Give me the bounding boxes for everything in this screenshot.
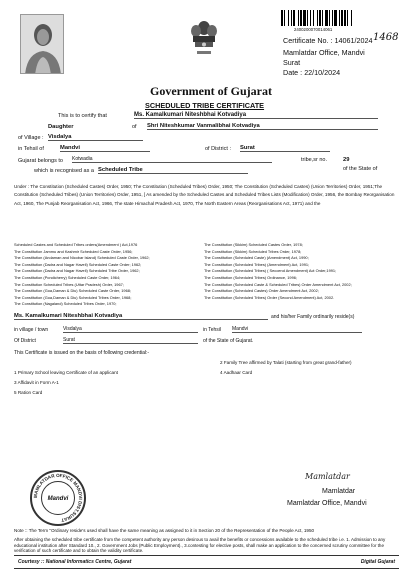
- order-item: The Constitution (Goa,Daman & Diu) Scheduled Tribes Order, 1968;: [14, 294, 132, 300]
- village2-label: in village / town: [14, 327, 49, 333]
- certificate-title: SCHEDULED TRIBE CERTIFICATE: [145, 101, 265, 110]
- order-item: The Constitution (Sikkim) Scheduled Tribes Order, 1978;: [204, 248, 302, 254]
- district2-value: Surat: [63, 337, 198, 344]
- state2-text: of the State of Gujarat.: [203, 338, 254, 344]
- credential-item: 4 Aadhaar Card: [220, 370, 253, 375]
- handwritten-number: 1468: [373, 32, 399, 43]
- certificate-number-value: 14061/2024: [334, 36, 373, 45]
- village2-value: Visdalya: [63, 326, 198, 333]
- signatory-title: Mamlatdar: [322, 488, 356, 495]
- recognised-label: which is recognised as a: [34, 168, 94, 174]
- order-item: The Constitution Jammu and Kashmir Scheduled Caste Order, 1956;: [14, 248, 133, 254]
- orders-right-list: [204, 242, 400, 301]
- order-item: The Constitution (Scheduled Caste) (Amendment) Act, 1990;: [204, 255, 309, 261]
- footer-digital-gujarat: Digital Gujarat: [360, 559, 395, 565]
- village-label: of Village :: [18, 135, 44, 141]
- recognised-value: Scheduled Tribe: [98, 167, 248, 174]
- under-paragraph: Under : The Constitution (Scheduled Castes) Order, 1950; The Constitution (Scheduled Tribes) Order, 1950; The Constitution (Scheduled Castes) (Union Territories) Order, 1951;The Constitution (Scheduled Tribes) (Union Territories) Order, 1951, [ As amended by the Scheduled Castes and Scheduled Tribes Lists (Modification) Order, 1956, the Bombay Reorganisation Act, 1960, The Punjab Reorganisation Act, 1966, The state Himachal Pradesh Act, 1970, The North Eastern Areas (Reorganisations Act, 1971) and the: [14, 184, 395, 206]
- order-item: The Constitution Scheduled Tribes (Uttar Pradesh) Order, 1967;: [14, 281, 124, 287]
- order-item: The Constitution (Dadra and Nagar Haveli) Scheduled Caste Order; 1962;: [14, 261, 142, 267]
- orders-left-list: [14, 242, 204, 308]
- applicant-name: Ms. Kamalkumari Niteshbhai Kotvadiya: [134, 112, 378, 119]
- national-emblem-icon: [187, 18, 221, 60]
- tribe-label: tribe,sr no.: [301, 157, 327, 163]
- order-item: The Constitution (Scheduled Castes) Order Amendment Act, 2002;: [204, 288, 319, 294]
- date-value: 22/10/2024: [304, 68, 341, 77]
- office-city: Surat: [283, 58, 301, 67]
- order-item: The Constitution (Scheduled Tribes) Ordinance, 1996;: [204, 274, 297, 280]
- order-item: The Constitution (Scheduled Tribes) Order (Second Amendment) Act, 2002.: [204, 294, 335, 300]
- certificate-number-label: Certificate No. :: [283, 36, 333, 45]
- footer: [14, 555, 399, 569]
- svg-text:MAMLATDAR OFFICE MANDVI DIST.S: MAMLATDAR OFFICE MANDVI DIST.SURAT: [32, 472, 84, 523]
- signatory-office: Mamlatdar Office, Mandvi: [287, 500, 367, 507]
- office-name: Mamlatdar Office, Mandvi: [283, 48, 365, 57]
- district2-label: Of District: [14, 338, 36, 344]
- order-item: The Constitution (Sikkim) Scheduled Castes Order, 1978;: [204, 242, 303, 247]
- tehsil-value: Mandvi: [60, 145, 150, 152]
- order-item: The Constitution (Dadra and Nagar Haveli) Scheduled Tribe Order, 1962;: [14, 268, 140, 274]
- belongs-label: Gujarat belongs to: [18, 158, 63, 164]
- relation: Daughter: [48, 124, 74, 130]
- order-item: The Constitution (Goa,Daman & Diu) Scheduled Caste Order, 1968;: [14, 288, 131, 294]
- order-item: The Constitution (Scheduled Tribes) (Amendment) Act, 1991;: [204, 261, 310, 267]
- district-value: Surat: [240, 145, 330, 152]
- after-text: After obtaining the scheduled tribe certificate from the competent authority any person desirous to avail the benefits or concessions available to the scheduled tribe i.e. 1. Admission to any educational institution after Standard 10., 2. Government Jobs (Public Employment)., 3.contesting for elective posts, shall make an application to the concerned scrutiny committee for the verification of such certificate and to obtain the validity certificate.: [14, 537, 386, 554]
- order-item: The Constitution (Nagaland) Scheduled Tribes Order, 1970;: [14, 301, 117, 307]
- barcode-number: 2400200070014061: [294, 27, 333, 32]
- credential-item: 2 Family Tree affirmed by Talati (starting from great grand-father): [220, 360, 352, 365]
- issue-date: [283, 68, 340, 77]
- of-label: of: [132, 124, 137, 130]
- footer-courtesy: Courtesy :: National Informatics Centre, Gujarat: [18, 559, 132, 565]
- credentials-left: [14, 368, 194, 398]
- certificate-number: [283, 36, 373, 45]
- tribe-number: 29: [343, 157, 350, 163]
- order-item: The Constitution (Scheduled Caste & Scheduled Tribes) Order Amendment Act, 2002;: [204, 281, 352, 287]
- order-item: Scheduled Castes and Scheduled Tribes orders(Amendment ) Act,1976: [14, 242, 138, 247]
- tehsil2-label: in Tehsil: [203, 327, 221, 333]
- issued-basis-text: This Certificate is issued on the basis of following credential:-: [14, 350, 150, 356]
- tehsil-label: in Tehsil of: [18, 146, 44, 152]
- father-name: Shri Niteshkumar Vanmalibhai Kotvadiya: [147, 123, 378, 130]
- applicant-photo: [20, 14, 64, 74]
- village-value: Visdalya: [48, 134, 143, 141]
- order-item: The Constitution (Scheduled Tribes) ( Secoend Amendment) Act Order,1991;: [204, 268, 337, 274]
- applicant-name-2: Ms. Kamalkumari Niteshbhai Kotvadiya: [14, 313, 268, 320]
- credential-item: 1 Primary School leaving Certificate of an applicant: [14, 370, 118, 375]
- barcode: [281, 10, 391, 26]
- signature: Mamlatdar: [305, 472, 350, 481]
- district-label: of District :: [205, 146, 231, 152]
- order-item: The Constitution (Pondicherry) Scheduled Caste Order, 1964;: [14, 274, 121, 280]
- credentials-right: [220, 358, 400, 378]
- family-reside-text: and his/her Family ordinarily reside(s): [271, 314, 355, 320]
- community-value: Kotwadia: [72, 156, 272, 163]
- tehsil2-value: Mandvi: [232, 326, 362, 333]
- date-label: Date :: [283, 68, 303, 77]
- credential-item: 5 Ration Card: [14, 390, 43, 395]
- order-item: The Constitution (Andaman and Nicobar Island) Scheduled Caste Order, 1962;: [14, 255, 150, 261]
- barcode-bar: [352, 10, 354, 26]
- note-text: Note :: The Term "Ordinary reside's used shall have the same meaning as assigned to it in Section 20 of the Representation of the People Act, 1950: [14, 528, 315, 533]
- stamp-center-text: Mandvi: [47, 496, 69, 502]
- government-title: Government of Gujarat: [150, 84, 272, 98]
- office-stamp: [30, 470, 86, 526]
- credential-item: 3 Affidavit in Form A-1: [14, 380, 59, 385]
- intro-text: This is to certify that: [58, 113, 107, 119]
- state-label: of the State of: [343, 166, 378, 172]
